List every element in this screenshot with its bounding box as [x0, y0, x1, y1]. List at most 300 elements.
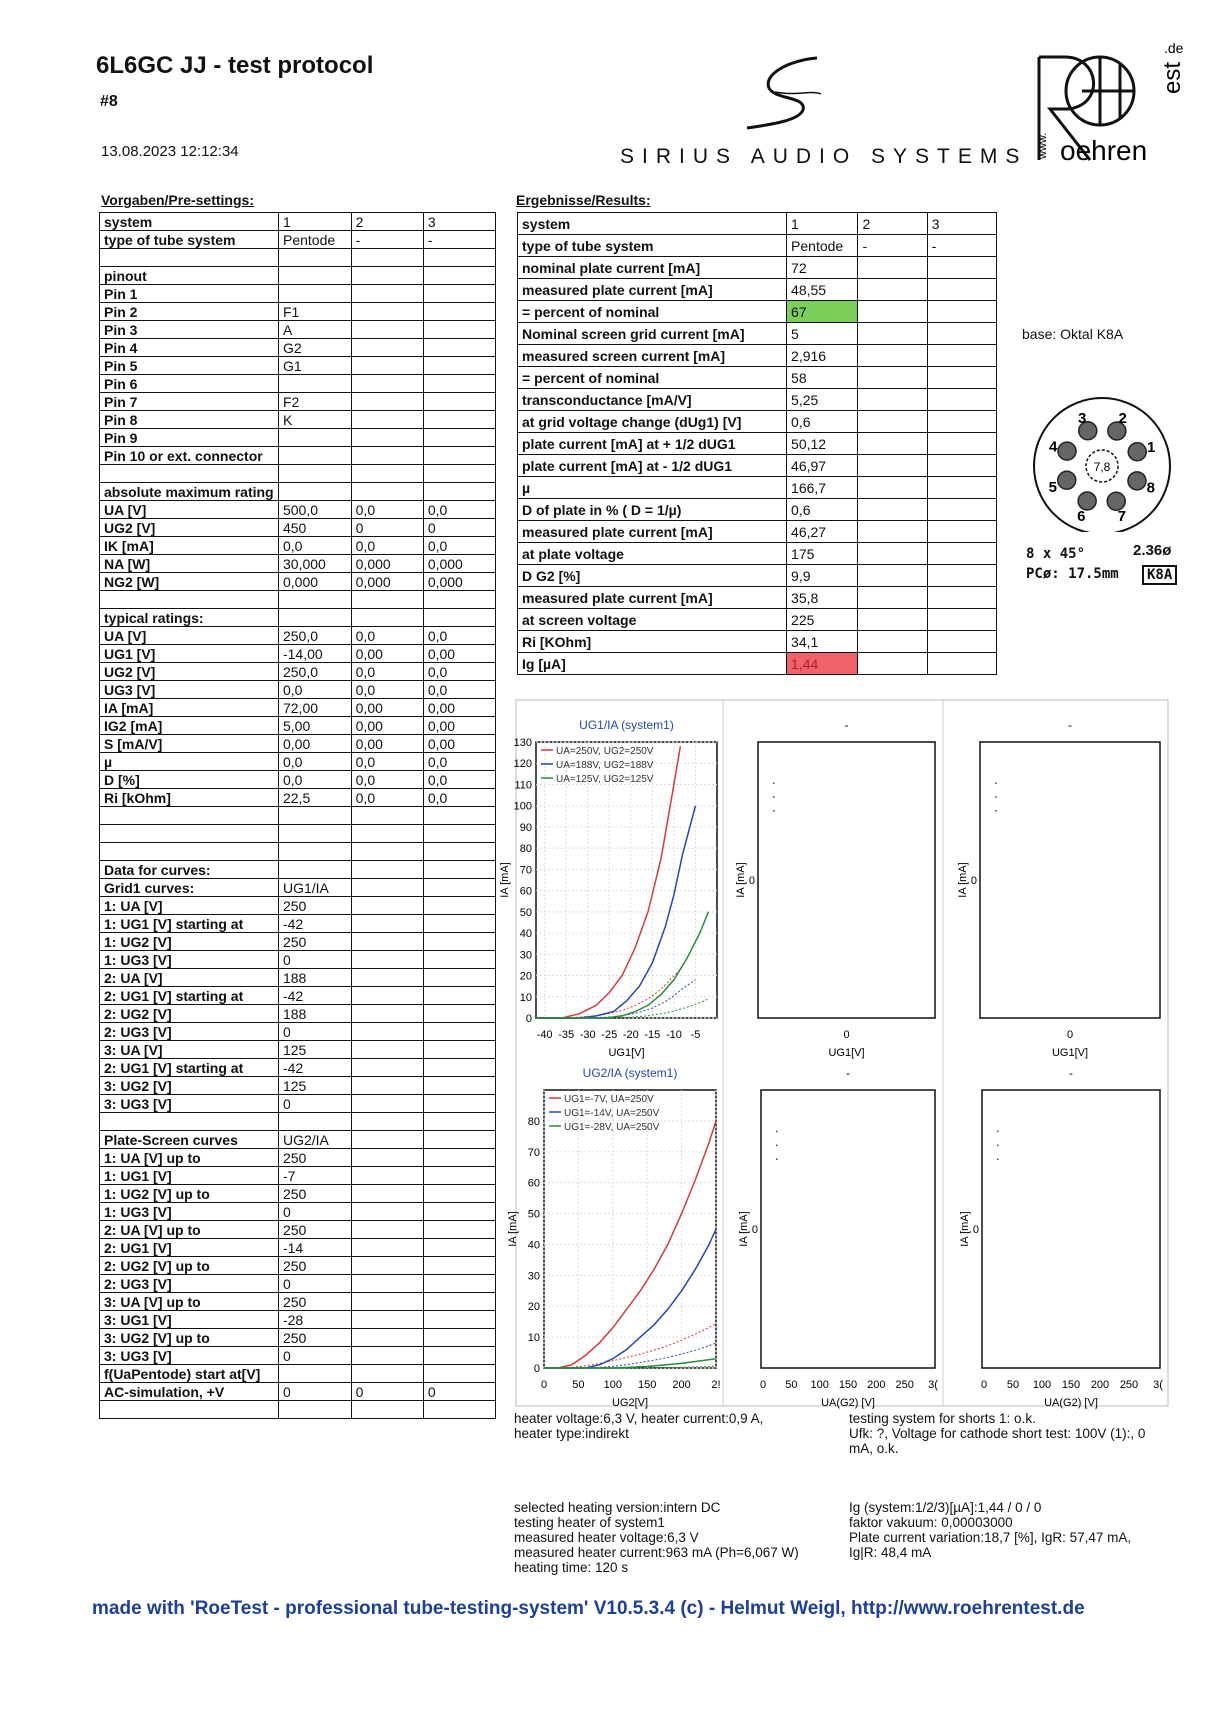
dot-mark: [776, 1145, 778, 1147]
x-tick-label: 3(: [1153, 1379, 1163, 1391]
cell-value: 5: [787, 323, 858, 345]
note-line: heater voltage:6,3 V, heater current:0,9 A,: [514, 1411, 764, 1426]
cell-value: -7: [278, 1167, 351, 1185]
cell-value: 450: [278, 519, 351, 537]
row-label: D [%]: [100, 771, 279, 789]
cell-value: 0,0: [351, 771, 423, 789]
cell-value: 0,00: [423, 699, 495, 717]
cell-value: 2: [858, 213, 927, 235]
cell-value: G2: [278, 339, 351, 357]
dot-mark: [773, 782, 775, 784]
cell-value: 0,000: [278, 573, 351, 591]
row-label: 2: UA [V] up to: [100, 1221, 279, 1239]
cell-value: 0,0: [278, 537, 351, 555]
row-label: f(UaPentode) start at[V]: [100, 1365, 279, 1383]
y-axis-label: IA [mA]: [735, 862, 747, 898]
row-label: Ri [kOhm]: [100, 789, 279, 807]
y-axis-label: IA [mA]: [957, 862, 969, 898]
footer-credit: made with 'RoeTest - professional tube-testing-system' V10.5.3.4 (c) - Helmut Weigl, http://www.roehrentest.de: [92, 1598, 1085, 1619]
note-line: measured heater current:963 mA (Ph=6,067 W): [514, 1545, 799, 1560]
base-pin-number: 5: [1048, 478, 1058, 496]
chart-title-placeholder: -: [1069, 1066, 1073, 1080]
row-label: UA [V]: [100, 627, 279, 645]
dot-mark: [773, 810, 775, 812]
x-tick-label: 2!: [711, 1379, 721, 1391]
x-tick-label: -35: [558, 1029, 575, 1041]
cell-value: 0,000: [423, 573, 495, 591]
row-label: 2: UG2 [V]: [100, 1005, 279, 1023]
x-tick-label: -30: [579, 1029, 596, 1041]
row-label: 2: UG1 [V]: [100, 1239, 279, 1257]
row-label: typical ratings:: [100, 609, 279, 627]
base-badge: K8A: [1142, 565, 1177, 585]
x-tick-label: -5: [690, 1029, 701, 1041]
cell-value: 0,0: [351, 537, 423, 555]
x-tick-label: 100: [603, 1379, 622, 1391]
x-tick-label: 150: [838, 1379, 858, 1391]
row-label: Grid1 curves:: [100, 879, 279, 897]
cell-value: 50,12: [787, 433, 858, 455]
cell-value: UG2/IA: [278, 1131, 351, 1149]
row-label: D G2 [%]: [518, 565, 787, 587]
cell-value: 0: [351, 1383, 423, 1401]
legend-label: UG1=-7V, UA=250V: [564, 1094, 654, 1105]
row-label: 2: UG2 [V] up to: [100, 1257, 279, 1275]
y-tick-label: 20: [527, 1301, 540, 1314]
logo-www: www.: [1037, 132, 1049, 159]
x-tick-label: 150: [638, 1379, 657, 1391]
y-tick-label: 110: [514, 779, 532, 792]
cell-value: 2: [351, 213, 423, 231]
cell-value: 1,44: [787, 653, 858, 675]
row-label: UG3 [V]: [100, 681, 279, 699]
y-tick-label: 20: [519, 970, 532, 983]
cell-value: 175: [787, 543, 858, 565]
cell-value: 0,0: [423, 681, 495, 699]
cell-value: 0: [278, 1275, 351, 1293]
row-label: UG1 [V]: [100, 645, 279, 663]
cell-value: 250,0: [278, 627, 351, 645]
row-label: 2: UG3 [V]: [100, 1275, 279, 1293]
chart-panel: [507, 1066, 721, 1409]
y-tick-label: 40: [519, 928, 532, 941]
x-axis-label: UA(G2) [V]: [821, 1397, 875, 1409]
legend-label: UA=188V, UG2=188V: [556, 760, 654, 771]
dot-mark: [773, 796, 775, 798]
x-tick-label: 200: [867, 1379, 886, 1391]
base-pin-number: 2: [1118, 410, 1127, 428]
cell-value: 0,0: [351, 663, 423, 681]
row-label: type of tube system: [100, 231, 279, 249]
row-label: = percent of nominal: [518, 367, 787, 389]
row-label: Data for curves:: [100, 861, 279, 879]
chart-title-placeholder: -: [1068, 718, 1072, 732]
plot-area: [761, 1090, 935, 1368]
row-label: µ: [518, 477, 787, 499]
test-number: #8: [100, 93, 118, 110]
y-tick-label: 0: [525, 1013, 532, 1025]
cell-value: 0: [278, 1203, 351, 1221]
dot-mark: [997, 1131, 999, 1133]
y-tick-label: 0: [970, 875, 977, 887]
row-label: 3: UG2 [V] up to: [100, 1329, 279, 1347]
cell-value: 250: [278, 1257, 351, 1275]
cell-value: 0,00: [351, 645, 423, 663]
x-tick-label: 0: [540, 1379, 548, 1391]
row-label: 1: UG2 [V] up to: [100, 1185, 279, 1203]
cell-value: 250: [278, 1293, 351, 1311]
x-tick-label: 200: [1090, 1379, 1110, 1391]
row-label: measured plate current [mA]: [518, 587, 787, 609]
cell-value: 0,00: [423, 645, 495, 663]
y-tick-label: 100: [513, 800, 532, 813]
cell-value: -42: [278, 915, 351, 933]
cell-value: 5,25: [787, 389, 858, 411]
cell-value: 0,0: [423, 753, 495, 771]
logo-de: .de: [1164, 40, 1184, 56]
note-line: Ufk: ?, Voltage for cathode short test: 100V (1):, 0: [849, 1426, 1146, 1441]
cell-value: -28: [278, 1311, 351, 1329]
row-label: 3: UG2 [V]: [100, 1077, 279, 1095]
row-label: Plate-Screen curves: [100, 1131, 279, 1149]
y-tick-label: 80: [527, 1115, 540, 1128]
row-label: 2: UG1 [V] starting at: [100, 1059, 279, 1077]
cell-value: 0,6: [787, 411, 858, 433]
cell-value: 0,0: [351, 753, 423, 771]
row-label: 1: UG3 [V]: [100, 1203, 279, 1221]
y-tick-label: 0: [748, 875, 755, 887]
cell-value: Pentode: [278, 231, 351, 249]
row-label: Nominal screen grid current [mA]: [518, 323, 787, 345]
cell-value: 0,00: [351, 717, 423, 735]
base-pin-number: 8: [1146, 479, 1155, 497]
x-tick-label: 0: [843, 1029, 850, 1041]
cell-value: 166,7: [787, 477, 858, 499]
cell-value: Pentode: [787, 235, 858, 257]
y-axis-label: IA [mA]: [738, 1211, 750, 1247]
y-tick-label: 0: [533, 1363, 540, 1375]
chart-panel: [735, 718, 935, 1059]
y-axis-label: IA [mA]: [499, 862, 511, 898]
row-label: at grid voltage change (dUg1) [V]: [518, 411, 787, 433]
base-spec-pitch-circle: PCø: 17.5mm: [1026, 566, 1119, 582]
note-line: selected heating version:intern DC: [514, 1500, 721, 1515]
cell-value: UG1/IA: [278, 879, 351, 897]
cell-value: 58: [787, 367, 858, 389]
document-title: 6L6GC JJ - test protocol: [96, 52, 374, 79]
plot-area: [758, 742, 935, 1018]
dot-mark: [776, 1131, 778, 1133]
legend-label: UA=250V, UG2=250V: [556, 746, 654, 757]
dot-mark: [997, 1159, 999, 1161]
cell-value: 250: [278, 897, 351, 915]
cell-value: 0,00: [278, 735, 351, 753]
y-tick-label: 90: [519, 821, 532, 834]
y-axis-label: IA [mA]: [507, 1211, 519, 1247]
legend-label: UG1=-14V, UA=250V: [564, 1108, 660, 1119]
dot-mark: [997, 1145, 999, 1147]
row-label: 2: UA [V]: [100, 969, 279, 987]
row-label: NA [W]: [100, 555, 279, 573]
note-line: faktor vakuum: 0,00003000: [849, 1515, 1013, 1530]
row-label: 3: UA [V]: [100, 1041, 279, 1059]
heating-info: [514, 1500, 844, 1575]
note-line: testing system for shorts 1: o.k.: [849, 1411, 1036, 1426]
legend-label: UG1=-28V, UA=250V: [564, 1122, 660, 1133]
y-tick-label: 0: [972, 1224, 979, 1236]
cell-value: 250: [278, 1329, 351, 1347]
row-label: type of tube system: [518, 235, 787, 257]
base-pin-number: 4: [1049, 438, 1058, 456]
cell-value: 250,0: [278, 663, 351, 681]
cell-value: 0: [351, 519, 423, 537]
row-label: absolute maximum rating: [100, 483, 279, 501]
base-spec-angle: 8 x 45°: [1026, 546, 1086, 562]
base-pin-number: 7: [1117, 508, 1127, 526]
cell-value: F1: [278, 303, 351, 321]
cell-value: -42: [278, 1059, 351, 1077]
row-label: 1: UG2 [V]: [100, 933, 279, 951]
cell-value: -42: [278, 987, 351, 1005]
cell-value: 250: [278, 933, 351, 951]
row-label: 1: UA [V]: [100, 897, 279, 915]
x-tick-label: -25: [601, 1029, 618, 1041]
cell-value: 3: [423, 213, 495, 231]
row-label: Pin 1: [100, 285, 279, 303]
x-tick-label: 250: [1119, 1379, 1139, 1391]
cell-value: 0,00: [351, 699, 423, 717]
row-label: Pin 8: [100, 411, 279, 429]
y-tick-label: 60: [519, 885, 532, 898]
row-label: D of plate in % ( D = 1/µ): [518, 499, 787, 521]
x-tick-label: 100: [1032, 1379, 1052, 1391]
row-label: Ri [KOhm]: [518, 631, 787, 653]
note-line: testing heater of system1: [514, 1515, 665, 1530]
dot-mark: [776, 1159, 778, 1161]
heater-info: [514, 1411, 844, 1441]
cell-value: 0,000: [351, 555, 423, 573]
x-tick-label: 100: [810, 1379, 829, 1391]
dot-mark: [995, 810, 997, 812]
chart-panel: [959, 1066, 1163, 1409]
row-label: 3: UG3 [V]: [100, 1095, 279, 1113]
cell-value: 0: [423, 1383, 495, 1401]
row-label: Pin 10 or ext. connector: [100, 447, 279, 465]
x-axis-label: UG2[V]: [611, 1397, 649, 1409]
cell-value: 22,5: [278, 789, 351, 807]
cell-value: 67: [787, 301, 858, 323]
row-label: 1: UG1 [V] starting at: [100, 915, 279, 933]
cell-value: 0,6: [787, 499, 858, 521]
brand-name: SIRIUS AUDIO SYSTEMS: [620, 145, 1028, 168]
base-pin-number: 3: [1077, 409, 1087, 427]
chart-panel: [499, 718, 717, 1059]
cell-value: 188: [278, 969, 351, 987]
y-tick-label: 0: [751, 1224, 758, 1236]
row-label: UG2 [V]: [100, 519, 279, 537]
row-label: AC-simulation, +V: [100, 1383, 279, 1401]
cell-value: 46,27: [787, 521, 858, 543]
row-label: = percent of nominal: [518, 301, 787, 323]
row-label: measured plate current [mA]: [518, 279, 787, 301]
chart-panel: [738, 1066, 938, 1409]
cell-value: 0,0: [423, 663, 495, 681]
y-axis-label: IA [mA]: [959, 1211, 971, 1247]
cell-value: 5,00: [278, 717, 351, 735]
row-label: 2: UG3 [V]: [100, 1023, 279, 1041]
base-pin-number: 6: [1077, 507, 1086, 525]
row-label: measured screen current [mA]: [518, 345, 787, 367]
cell-value: 46,97: [787, 455, 858, 477]
row-label: Pin 5: [100, 357, 279, 375]
cell-value: 1: [787, 213, 858, 235]
cell-value: 125: [278, 1077, 351, 1095]
row-label: IK [mA]: [100, 537, 279, 555]
plot-area: [980, 742, 1160, 1018]
cell-value: 1: [278, 213, 351, 231]
cell-value: 0,0: [351, 627, 423, 645]
cell-value: 0,0: [423, 537, 495, 555]
x-axis-label: UA(G2) [V]: [1044, 1397, 1098, 1409]
note-line: Ig (system:1/2/3)[µA]:1,44 / 0 / 0: [849, 1500, 1042, 1515]
row-label: at plate voltage: [518, 543, 787, 565]
row-label: Pin 3: [100, 321, 279, 339]
y-tick-label: 10: [519, 991, 532, 1004]
cell-value: 250: [278, 1221, 351, 1239]
cell-value: 0,0: [351, 501, 423, 519]
row-label: Pin 6: [100, 375, 279, 393]
cell-value: 0: [278, 1347, 351, 1365]
base-label: base: Oktal K8A: [1022, 326, 1124, 342]
x-tick-label: 250: [895, 1379, 914, 1391]
shorts-info: [849, 1411, 1184, 1456]
cell-value: 30,000: [278, 555, 351, 573]
row-label: pinout: [100, 267, 279, 285]
note-line: Ig|R: 48,4 mA: [849, 1545, 932, 1560]
cell-value: 0,00: [423, 717, 495, 735]
cell-value: 48,55: [787, 279, 858, 301]
row-label: Pin 2: [100, 303, 279, 321]
row-label: system: [518, 213, 787, 235]
row-label: measured plate current [mA]: [518, 521, 787, 543]
cell-value: F2: [278, 393, 351, 411]
cell-value: -14: [278, 1239, 351, 1257]
row-label: IG2 [mA]: [100, 717, 279, 735]
row-label: IA [mA]: [100, 699, 279, 717]
cell-value: -14,00: [278, 645, 351, 663]
cell-value: 34,1: [787, 631, 858, 653]
row-label: plate current [mA] at + 1/2 dUG1: [518, 433, 787, 455]
cell-value: 0,0: [423, 789, 495, 807]
cell-value: 72,00: [278, 699, 351, 717]
row-label: Pin 9: [100, 429, 279, 447]
row-label: at screen voltage: [518, 609, 787, 631]
cell-value: 0,0: [278, 753, 351, 771]
cell-value: 250: [278, 1149, 351, 1167]
y-tick-label: 10: [527, 1332, 540, 1345]
cell-value: 0: [278, 1383, 351, 1401]
x-tick-label: 50: [572, 1379, 585, 1391]
row-label: nominal plate current [mA]: [518, 257, 787, 279]
y-tick-label: 30: [519, 949, 532, 962]
presettings-heading: Vorgaben/Pre-settings:: [101, 192, 254, 208]
cell-value: 0,0: [423, 771, 495, 789]
y-tick-label: 70: [527, 1146, 540, 1159]
x-tick-label: 0: [1066, 1029, 1074, 1041]
cell-value: A: [278, 321, 351, 339]
cell-value: -: [927, 235, 996, 257]
x-tick-label: -10: [665, 1029, 682, 1041]
cell-value: 188: [278, 1005, 351, 1023]
cell-value: 0,0: [278, 771, 351, 789]
row-label: NG2 [W]: [100, 573, 279, 591]
chart-panel: [957, 718, 1160, 1059]
x-axis-label: UG1[V]: [608, 1047, 645, 1059]
cell-value: -: [423, 231, 495, 249]
y-tick-label: 60: [527, 1177, 540, 1190]
note-line: Plate current variation:18,7 [%], IgR: 57,47 mA,: [849, 1530, 1132, 1545]
x-axis-label: UG1[V]: [828, 1047, 865, 1059]
x-tick-label: 50: [785, 1379, 798, 1391]
logo-oehren: oehren: [1060, 135, 1148, 166]
x-axis-label: UG1[V]: [1051, 1047, 1089, 1059]
cell-value: 500,0: [278, 501, 351, 519]
row-label: 2: UG1 [V] starting at: [100, 987, 279, 1005]
base-pin-number: 1: [1146, 439, 1156, 457]
row-label: 1: UG3 [V]: [100, 951, 279, 969]
chart-title: UG2/IA (system1): [582, 1066, 678, 1080]
cell-value: G1: [278, 357, 351, 375]
base-spec-pin-diameter: 2.36ø: [1133, 542, 1172, 559]
dot-mark: [995, 796, 997, 798]
row-label: transconductance [mA/V]: [518, 389, 787, 411]
row-label: system: [100, 213, 279, 231]
legend-label: UA=125V, UG2=125V: [556, 774, 654, 785]
row-label: 1: UA [V] up to: [100, 1149, 279, 1167]
cell-value: 0,00: [423, 735, 495, 753]
logo-est: est: [1159, 61, 1186, 94]
base-center-label: 7,8: [1093, 460, 1111, 474]
test-datetime: 13.08.2023 12:12:34: [101, 143, 239, 160]
cell-value: -: [351, 231, 423, 249]
row-label: 3: UA [V] up to: [100, 1293, 279, 1311]
y-tick-label: 120: [513, 758, 532, 771]
note-line: heating time: 120 s: [514, 1560, 629, 1575]
chart-title: UG1/IA (system1): [579, 718, 674, 732]
row-label: Pin 4: [100, 339, 279, 357]
x-tick-label: -20: [622, 1029, 639, 1041]
row-label: Pin 7: [100, 393, 279, 411]
y-tick-label: 50: [519, 906, 532, 919]
cell-value: -: [858, 235, 927, 257]
row-label: 1: UG1 [V]: [100, 1167, 279, 1185]
row-label: UA [V]: [100, 501, 279, 519]
results-heading: Ergebnisse/Results:: [516, 192, 651, 208]
cell-value: 125: [278, 1041, 351, 1059]
cell-value: 0,000: [351, 573, 423, 591]
cell-value: 0,0: [351, 681, 423, 699]
cell-value: 9,9: [787, 565, 858, 587]
x-tick-label: 200: [672, 1379, 691, 1391]
y-tick-label: 30: [527, 1270, 540, 1283]
cell-value: 0,0: [423, 501, 495, 519]
y-tick-label: 130: [513, 737, 532, 749]
cell-value: 0,0: [278, 681, 351, 699]
x-tick-label: 3(: [928, 1379, 938, 1391]
x-tick-label: 150: [1061, 1379, 1081, 1391]
plot-area: [982, 1090, 1160, 1368]
cell-value: 225: [787, 609, 858, 631]
